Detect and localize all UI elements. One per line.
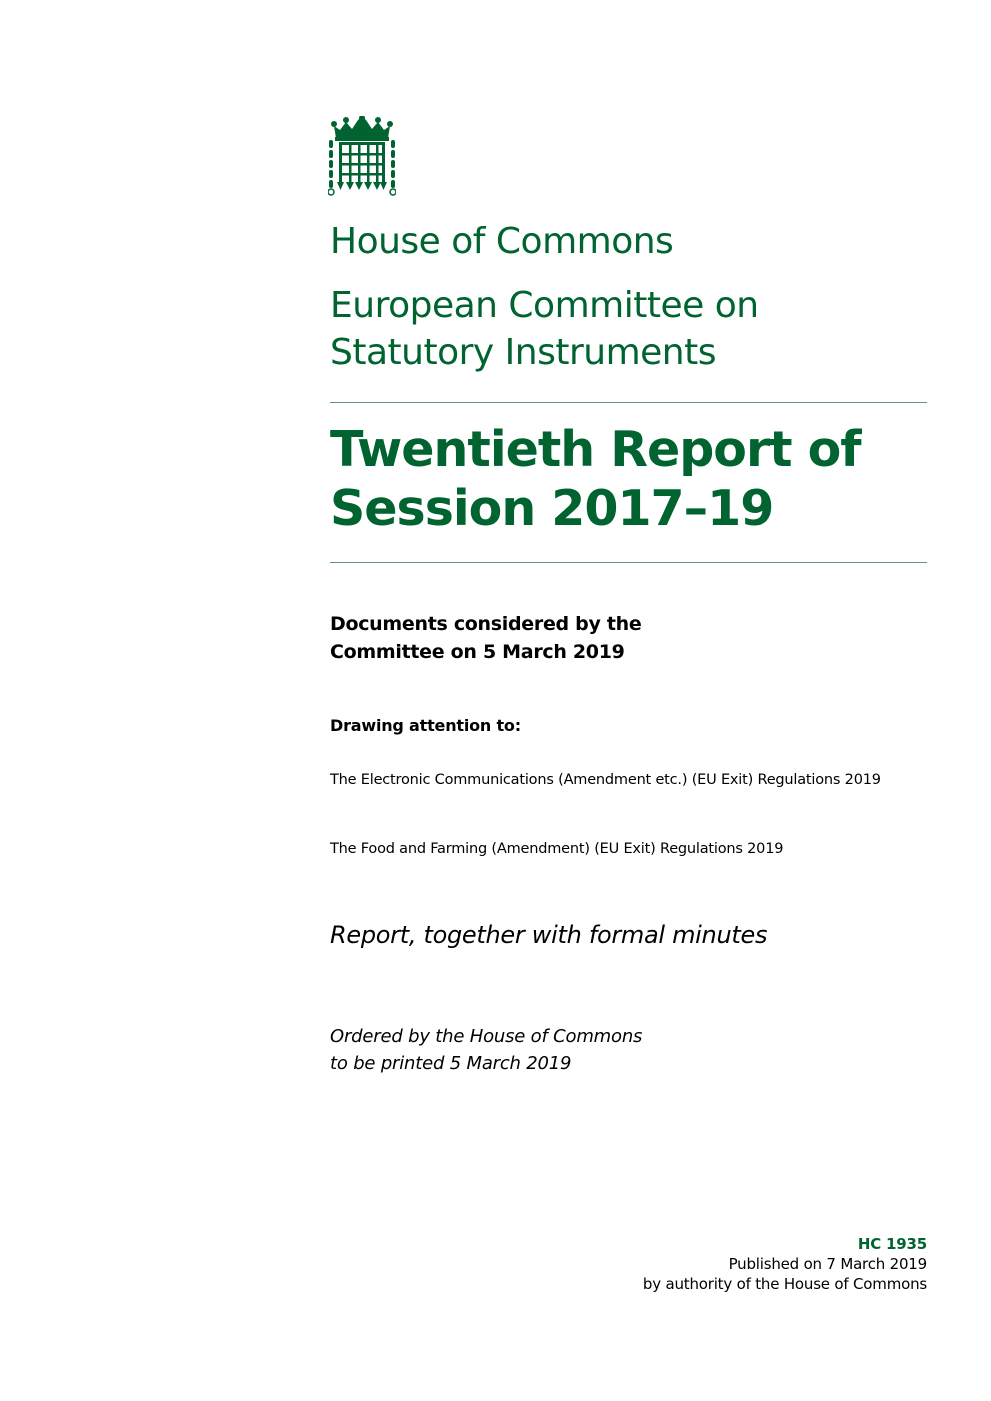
hc-number: HC 1935	[857, 1235, 927, 1253]
report-title-line-2: Session 2017–19	[330, 480, 774, 537]
drawing-attention-label: Drawing attention to:	[330, 716, 521, 735]
report-title	[330, 420, 861, 538]
publication-info	[643, 1234, 927, 1294]
committee-name-line-2: Statutory Instruments	[330, 332, 716, 373]
portcullis-crown-icon	[328, 116, 396, 196]
documents-considered-line-2: Committee on 5 March 2019	[330, 641, 625, 663]
committee-name	[330, 282, 759, 376]
published-date: Published on 7 March 2019	[728, 1255, 927, 1273]
ordered-line-2: to be printed 5 March 2019	[330, 1053, 572, 1074]
document-item: The Food and Farming (Amendment) (EU Exit) Regulations 2019	[330, 841, 784, 857]
report-subtitle: Report, together with formal minutes	[330, 921, 768, 949]
bottom-divider	[330, 562, 927, 563]
committee-name-line-1: European Committee on	[330, 285, 759, 326]
publication-authority: by authority of the House of Commons	[642, 1275, 927, 1293]
document-item: The Electronic Communications (Amendment etc.) (EU Exit) Regulations 2019	[330, 772, 881, 788]
institution-name: House of Commons	[330, 221, 674, 262]
documents-considered-line-1: Documents considered by the	[330, 613, 642, 635]
ordered-line-1: Ordered by the House of Commons	[330, 1026, 643, 1047]
documents-considered	[330, 610, 641, 666]
ordered-to-print	[330, 1023, 642, 1077]
top-divider	[330, 402, 927, 403]
report-title-line-1: Twentieth Report of	[330, 421, 861, 478]
